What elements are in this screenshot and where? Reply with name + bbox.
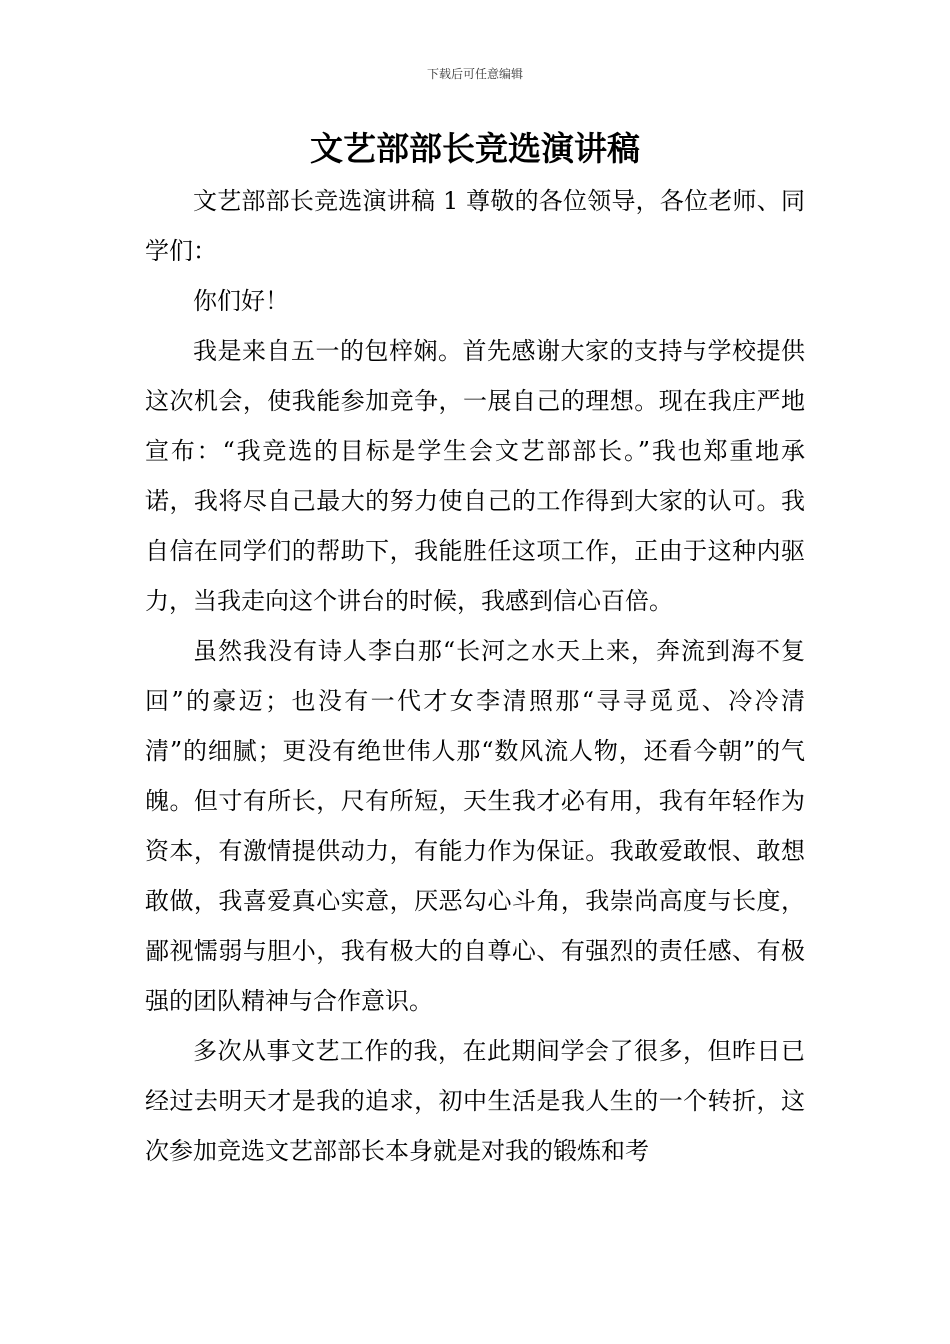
paragraph-experience: 多次从事文艺工作的我，在此期间学会了很多，但昨日已经过去明天才是我的追求，初中生活是我人生的一个转折，这次参加竞选文艺部部长本身就是对我的锻炼和考 (145, 1037, 805, 1165)
document-title: 文艺部部长竞选演讲稿 (310, 129, 640, 168)
paragraph-introduction: 我是来自五一的包梓娴。首先感谢大家的支持与学校提供这次机会，使我能参加竞争，一展自己的理想。现在我庄严地宣布：“我竞选的目标是学生会文艺部部长。”我也郑重地承诺，我将尽自己最大的努力使自己的工作得到大家的认可。我自信在同学们的帮助下，我能胜任这项工作，正由于这种内驱力，当我走向这个讲台的时候，我感到信心百倍。 (145, 337, 805, 615)
header-note: 下载后可任意编辑 (426, 67, 523, 81)
paragraph-qualities: 虽然我没有诗人李白那“长河之水天上来，奔流到海不复回”的豪迈；也没有一代才女李清照那“寻寻觅觅、冷冷清清”的细腻；更没有绝世伟人那“数风流人物，还看今朝”的气魄。但寸有所长，尺有所短，天生我才必有用，我有年轻作为资本，有激情提供动力，有能力作为保证。我敢爱敢恨、敢想敢做，我喜爱真心实意，厌恶勾心斗角，我崇尚高度与长度，鄙视懦弱与胆小，我有极大的自尊心、有强烈的责任感、有极强的团队精神与合作意识。 (145, 637, 805, 1015)
document-body (145, 176, 805, 1176)
paragraph-hello: 你们好！ (193, 287, 289, 315)
paragraph-greeting: 文艺部部长竞选演讲稿 1 尊敬的各位领导，各位老师、同学们： (145, 187, 805, 265)
